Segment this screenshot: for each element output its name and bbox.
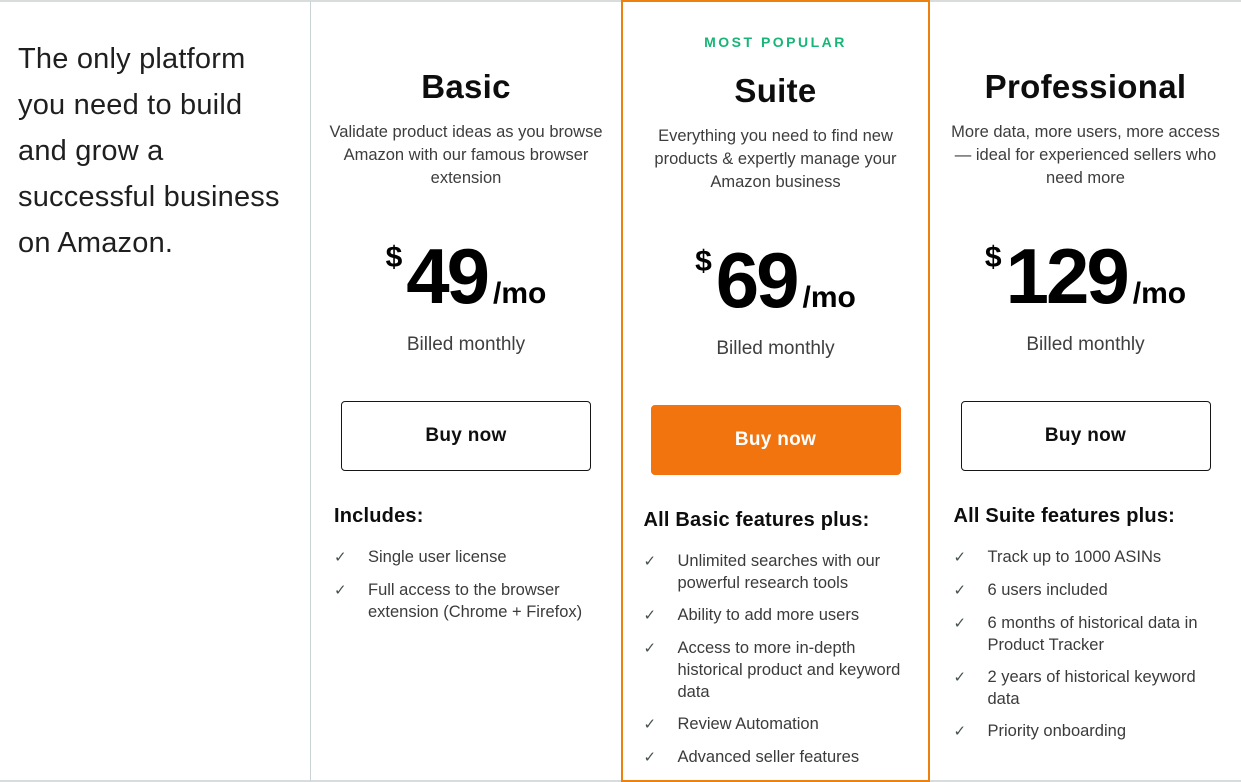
price-amount: 129: [1005, 232, 1127, 320]
feature-item: [334, 546, 598, 569]
plan-title-professional: Professional: [984, 68, 1187, 105]
feature-text: 6 months of historical data in Product Tracker: [987, 614, 1198, 654]
feature-item: [954, 546, 1218, 569]
features-heading-professional: All Suite features plus:: [953, 505, 1176, 527]
feature-text: Ability to add more users: [677, 606, 860, 624]
feature-text: Track up to 1000 ASINs: [987, 548, 1162, 566]
intro-column: [0, 0, 311, 782]
feature-item: [644, 713, 908, 736]
plan-title-basic: Basic: [421, 68, 511, 105]
check-icon: ✓: [643, 607, 657, 624]
buy-now-button-basic[interactable]: Buy now: [341, 401, 591, 471]
buy-now-button-professional[interactable]: Buy now: [961, 401, 1211, 471]
check-icon: ✓: [953, 669, 967, 686]
billing-note-suite: Billed monthly: [716, 338, 835, 359]
most-popular-badge: MOST POPULAR: [704, 34, 847, 50]
feature-text: Review Automation: [677, 715, 819, 733]
feature-item: [954, 579, 1218, 602]
check-icon: ✓: [953, 582, 967, 599]
price-basic: [311, 232, 621, 320]
check-icon: ✓: [334, 549, 347, 566]
billing-note-professional: Billed monthly: [1026, 334, 1145, 355]
price-period: /mo: [493, 277, 547, 310]
check-icon: ✓: [334, 582, 347, 599]
check-icon: ✓: [643, 749, 657, 766]
check-icon: ✓: [953, 723, 967, 740]
feature-item: [954, 612, 1218, 656]
check-icon: ✓: [953, 615, 967, 632]
feature-text: 2 years of historical keyword data: [987, 668, 1196, 708]
price-professional: [930, 232, 1241, 320]
feature-text: Full access to the browser extension (Chrome + Firefox): [368, 581, 583, 621]
features-heading-suite: All Basic features plus:: [643, 509, 870, 531]
check-icon: ✓: [643, 716, 657, 733]
currency-symbol: $: [695, 245, 712, 278]
price-suite: [623, 236, 928, 324]
check-icon: ✓: [643, 640, 657, 657]
plan-description-basic: Validate product ideas as you browse Amazon with our famous browser extension: [329, 123, 603, 187]
price-amount: 69: [715, 236, 797, 324]
plan-card-suite: [621, 0, 930, 782]
plan-card-professional: [930, 0, 1241, 782]
feature-item: [644, 746, 908, 769]
feature-text: Advanced seller features: [677, 748, 860, 766]
feature-item: [334, 579, 598, 623]
price-amount: 49: [406, 232, 488, 320]
features-list-professional: [954, 546, 1218, 743]
billing-note-basic: Billed monthly: [406, 334, 526, 355]
feature-item: [644, 637, 908, 703]
feature-text: 6 users included: [987, 581, 1108, 599]
feature-item: [644, 604, 908, 627]
currency-symbol: $: [984, 241, 1002, 274]
feature-text: Single user license: [368, 548, 507, 566]
tagline: The only platform you need to build and grow a successful business on Amazon.: [18, 43, 280, 259]
feature-text: Priority onboarding: [987, 722, 1126, 740]
features-heading-basic: Includes:: [334, 505, 424, 527]
plan-description-suite: Everything you need to find new products & expertly manage your Amazon business: [654, 127, 897, 191]
features-basic: [334, 505, 598, 623]
price-period: /mo: [1132, 277, 1187, 310]
features-list-basic: [334, 546, 598, 623]
plan-title-suite: Suite: [734, 72, 817, 109]
plan-card-basic: [311, 0, 621, 782]
feature-item: [954, 720, 1218, 743]
check-icon: ✓: [643, 553, 657, 570]
features-professional: [954, 505, 1218, 743]
buy-now-button-suite[interactable]: Buy now: [651, 405, 901, 475]
currency-symbol: $: [385, 241, 403, 274]
price-period: /mo: [802, 281, 856, 314]
feature-item: [644, 550, 908, 594]
features-suite: [644, 509, 908, 769]
feature-text: Access to more in-depth historical product and keyword data: [677, 639, 901, 701]
features-list-suite: [644, 550, 908, 769]
plan-description-professional: More data, more users, more access — ideal for experienced sellers who need more: [951, 123, 1220, 187]
feature-text: Unlimited searches with our powerful research tools: [677, 552, 881, 592]
check-icon: ✓: [953, 549, 967, 566]
feature-item: [954, 666, 1218, 710]
